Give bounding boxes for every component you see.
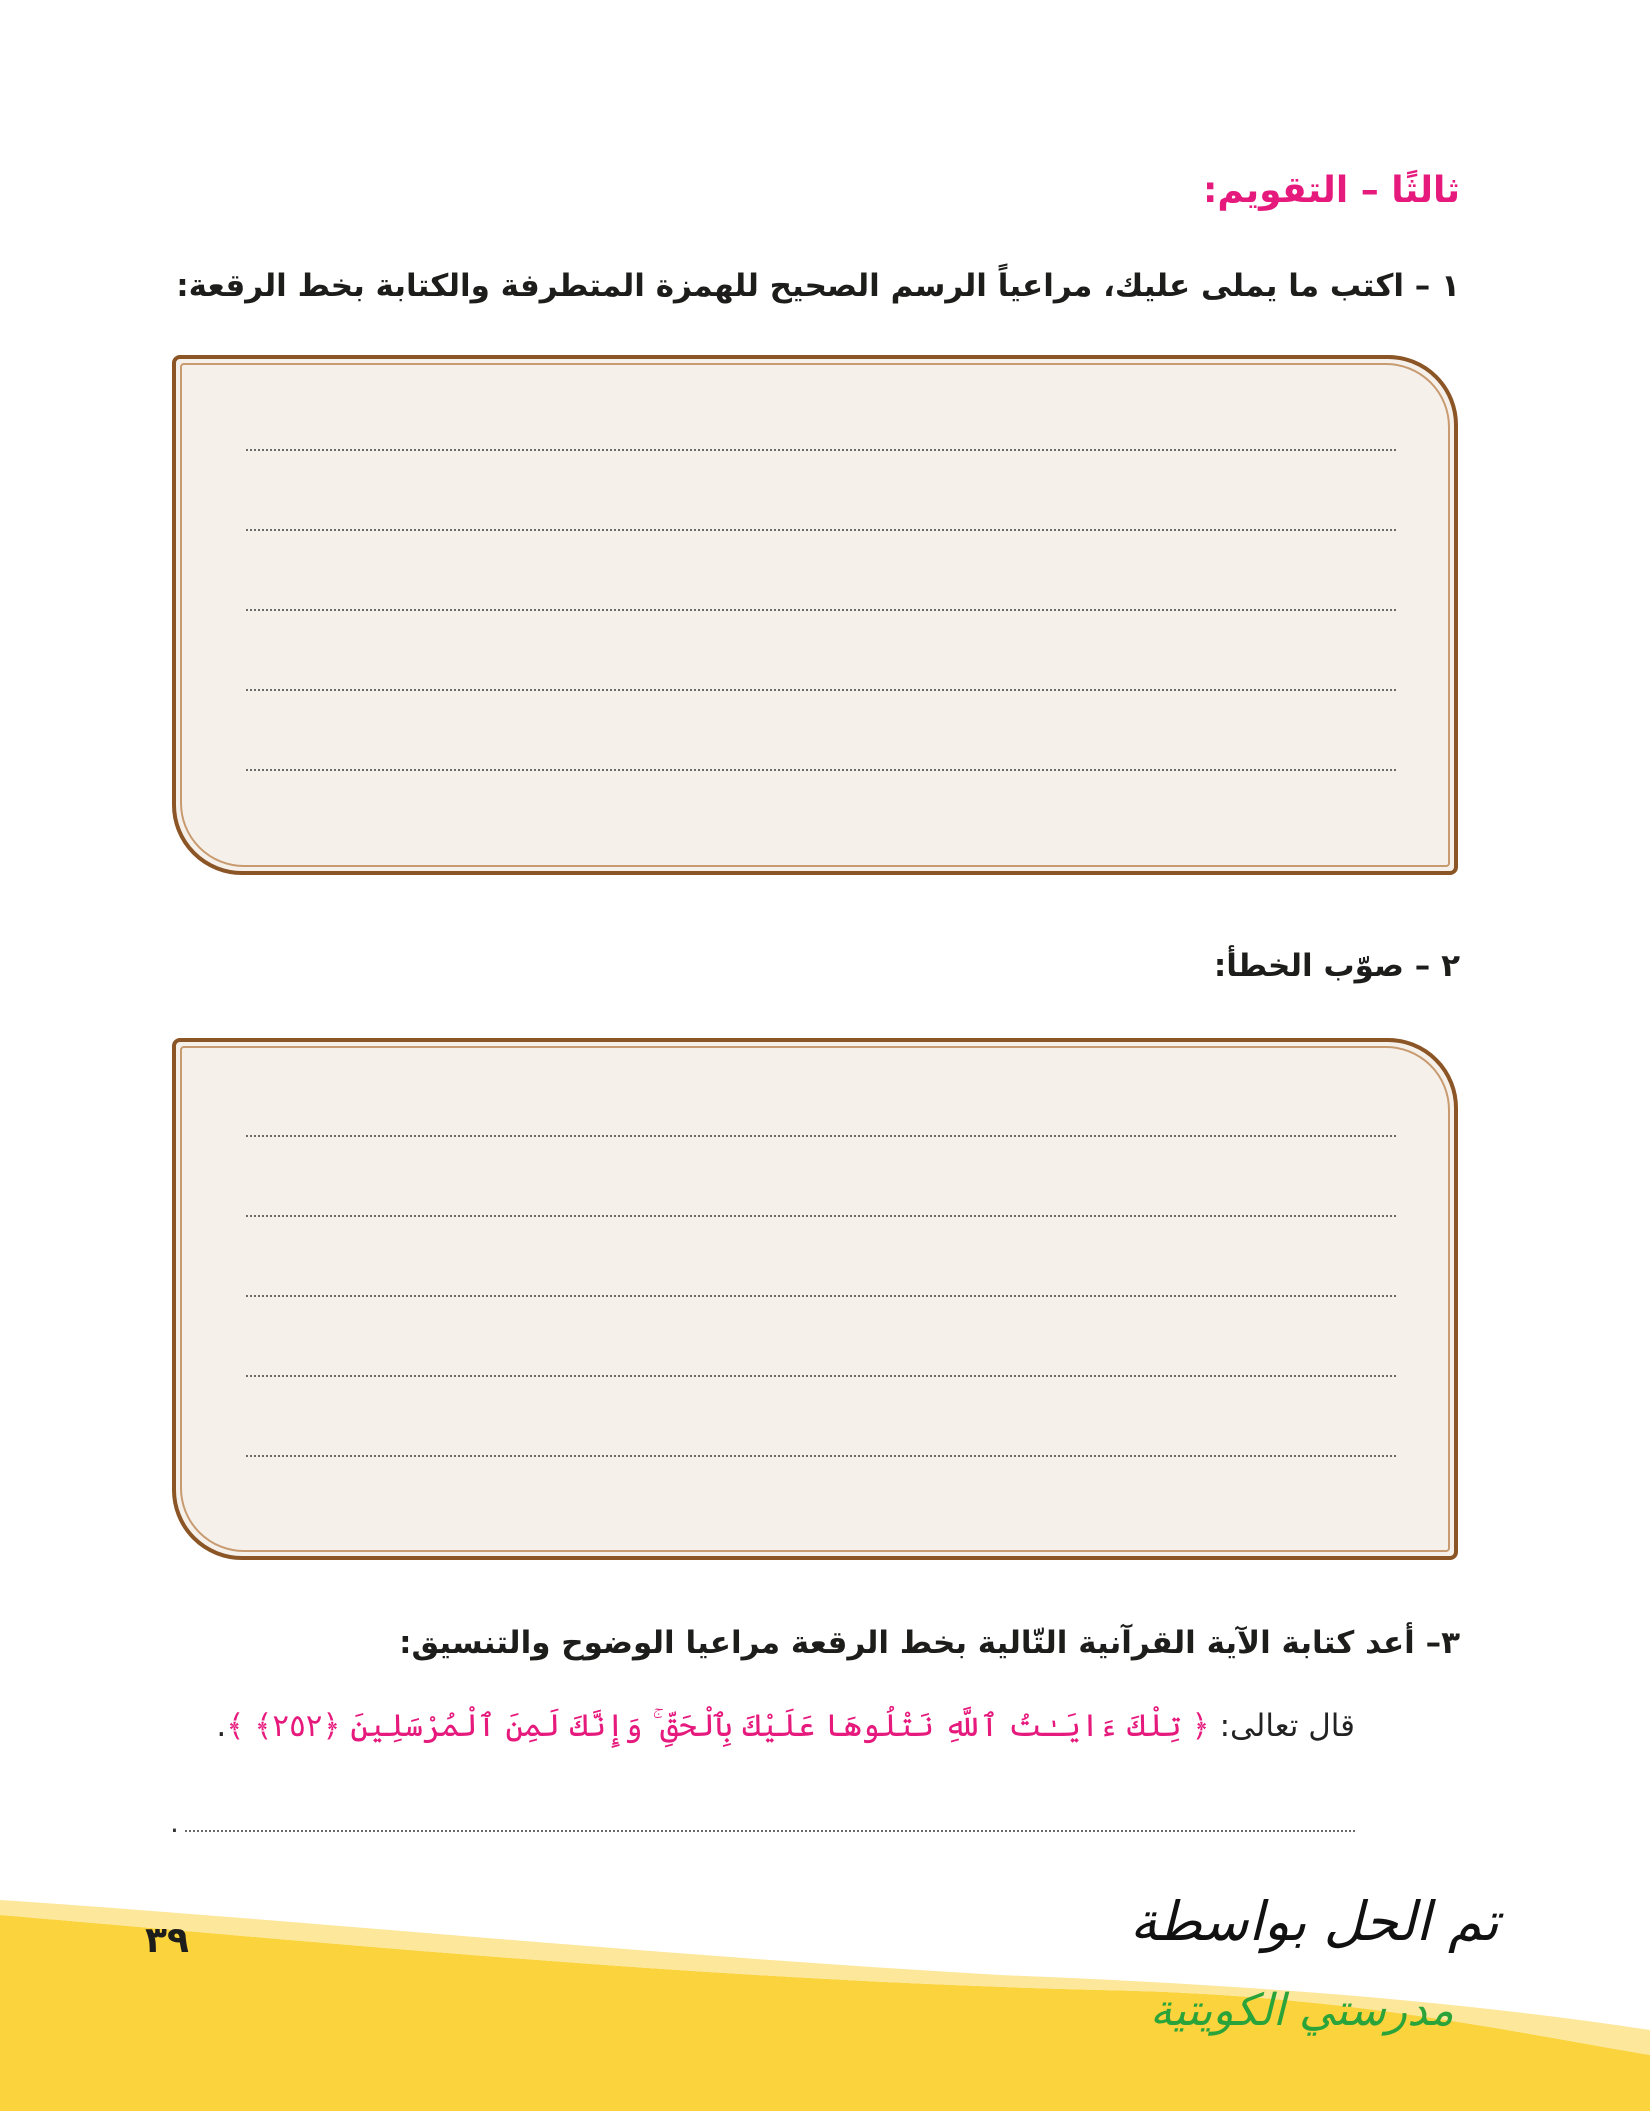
writing-line[interactable] <box>246 449 1396 451</box>
answer-end-dot: . <box>170 1806 179 1839</box>
verse-answer-line[interactable] <box>185 1830 1355 1832</box>
writing-line[interactable] <box>246 769 1396 771</box>
writing-line[interactable] <box>246 689 1396 691</box>
question-1-label: ١ – اكتب ما يملى عليك، مراعياً الرسم الصحيح للهمزة المتطرفة والكتابة بخط الرقعة: <box>176 268 1460 304</box>
verse-line <box>216 1708 1355 1745</box>
writing-line[interactable] <box>246 1375 1396 1377</box>
section-heading: ثالثًا – التقويم: <box>1202 170 1460 211</box>
writing-line[interactable] <box>246 1295 1396 1297</box>
solver-stamp-line1: تم الحل بواسطة <box>1130 1890 1499 1953</box>
writing-line[interactable] <box>246 529 1396 531</box>
verse-end-dot: . <box>216 1708 227 1744</box>
writing-line[interactable] <box>246 1135 1396 1137</box>
question-2-label: ٢ – صوّب الخطأ: <box>1213 948 1460 984</box>
answer-box-2[interactable] <box>172 1038 1458 1560</box>
writing-line[interactable] <box>246 1455 1396 1457</box>
verse-intro: قال تعالى: <box>1209 1708 1355 1744</box>
quran-verse: ﴿ تِلْكَ ءَايَـٰتُ ٱللَّهِ نَتْلُوهَا عَلَيْكَ بِٱلْحَقِّ ۚ وَإِنَّكَ لَمِنَ ٱلْمُرْسَلِينَ ﴿٢٥٢﴾ ﴾ <box>226 1708 1210 1744</box>
answer-box-1[interactable] <box>172 355 1458 875</box>
page-number: ٣٩ <box>145 1920 189 1961</box>
solver-stamp-line2: مدرستي الكويتية <box>1150 1985 1454 2036</box>
writing-line[interactable] <box>246 609 1396 611</box>
writing-line[interactable] <box>246 1215 1396 1217</box>
question-3-label: ٣– أعد كتابة الآية القرآنية التّالية بخط الرقعة مراعيا الوضوح والتنسيق: <box>399 1625 1460 1661</box>
